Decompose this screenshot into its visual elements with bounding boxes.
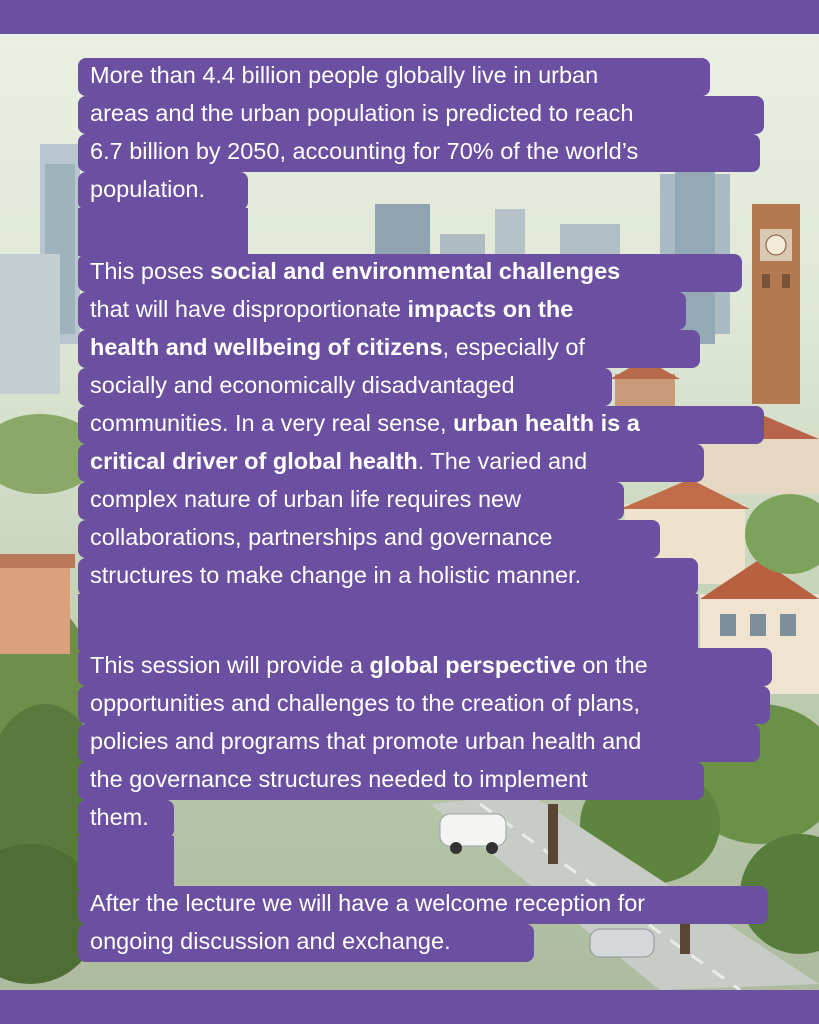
paragraph-2-line-9: structures to make change in a holistic manner. — [78, 558, 698, 596]
paragraph-3-line-5: them. — [78, 800, 174, 838]
paragraph-3-line-2: opportunities and challenges to the creation of plans, — [78, 686, 770, 724]
text-run: that will have disproportionate — [90, 296, 408, 322]
bold-run: global perspective — [369, 652, 576, 678]
paragraph-4-line-1: After the lecture we will have a welcome reception for — [78, 886, 768, 924]
bold-run: impacts on the — [407, 296, 574, 322]
bold-run: social and environmental challenges — [210, 258, 621, 284]
text-run: on the — [575, 652, 648, 678]
text-run: , especially of — [442, 334, 585, 360]
paragraph-1-line-3: 6.7 billion by 2050, accounting for 70% of the world’s — [78, 134, 760, 172]
paragraph-2-line-7: complex nature of urban life requires new — [78, 482, 624, 520]
paragraph-spacer — [78, 836, 174, 888]
paragraph-3-line-4: the governance structures needed to implement — [78, 762, 704, 800]
text-run: communities. In a very real sense, — [90, 410, 454, 436]
text-run: This poses — [90, 258, 211, 284]
paragraph-2-line-8: collaborations, partnerships and governance — [78, 520, 660, 558]
paragraph-3-line-1 — [78, 648, 772, 686]
paragraph-2-line-1 — [78, 254, 742, 292]
paragraph-spacer — [78, 208, 248, 256]
paragraph-2-line-5 — [78, 406, 764, 444]
bold-run: critical driver of global health — [90, 448, 418, 474]
bold-run: urban health is a — [453, 410, 640, 436]
paragraph-3-line-3: policies and programs that promote urban health and — [78, 724, 760, 762]
paragraph-spacer — [78, 594, 698, 650]
paragraph-1-line-2: areas and the urban population is predicted to reach — [78, 96, 764, 134]
paragraph-1-line-4: population. — [78, 172, 248, 210]
paragraph-4-line-2: ongoing discussion and exchange. — [78, 924, 534, 962]
text-run: This session will provide a — [90, 652, 370, 678]
paragraph-2-line-4: socially and economically disadvantaged — [78, 368, 612, 406]
paragraph-1-line-1: More than 4.4 billion people globally live in urban — [78, 58, 710, 96]
text-run: . The varied and — [417, 448, 588, 474]
paragraph-2-line-2 — [78, 292, 686, 330]
bold-run: health and wellbeing of citizens — [90, 334, 443, 360]
paragraph-2-line-3 — [78, 330, 700, 368]
paragraph-2-line-6 — [78, 444, 704, 482]
